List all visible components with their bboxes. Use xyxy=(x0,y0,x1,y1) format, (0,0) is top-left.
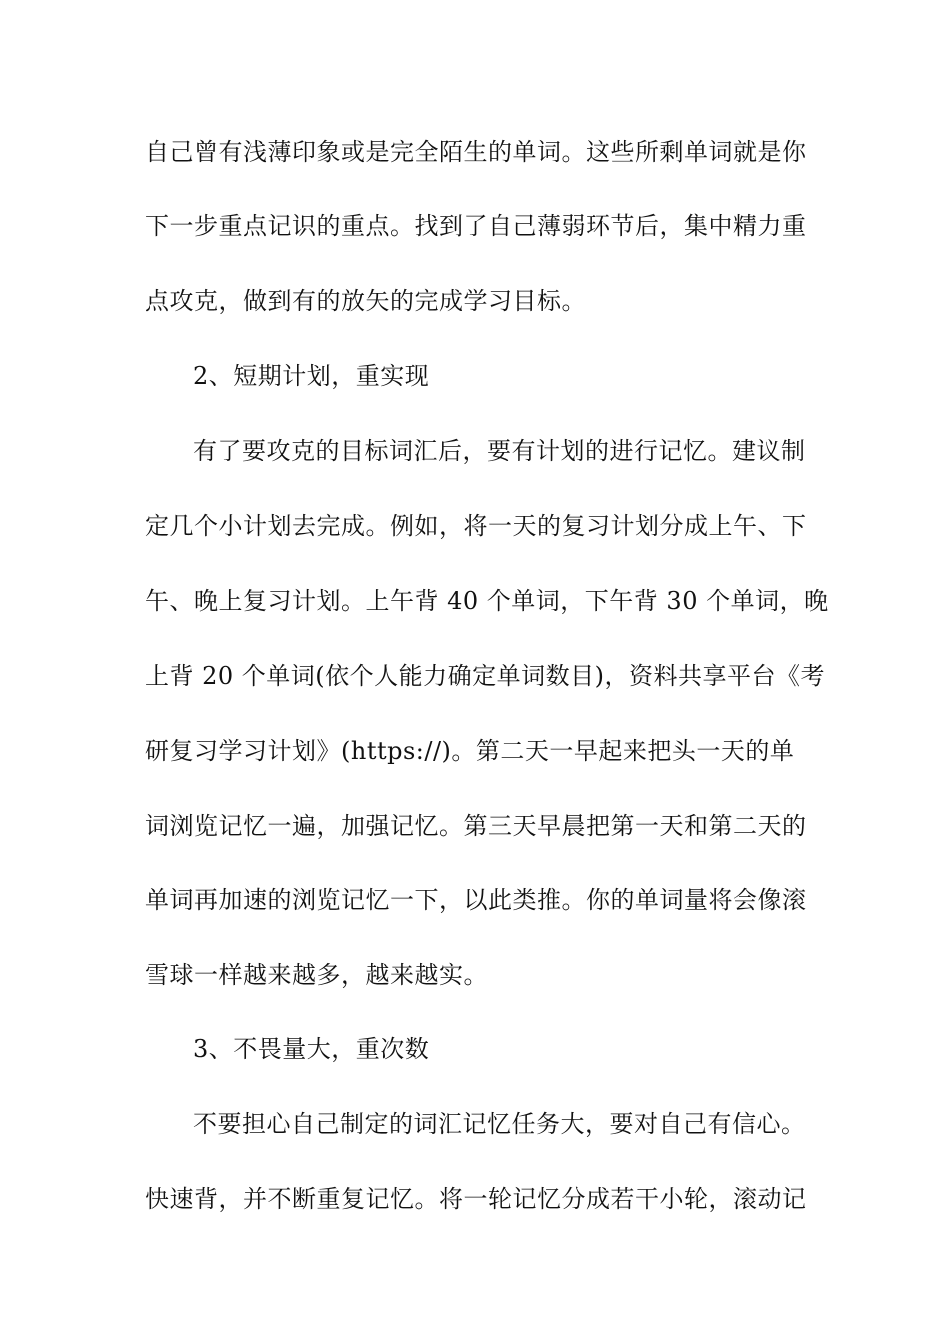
paragraph-line: 自己曾有浅薄印象或是完全陌生的单词。这些所剩单词就是你 xyxy=(145,138,807,166)
section-heading: 3、不畏量大，重次数 xyxy=(193,1035,430,1063)
paragraph-line: 不要担心自己制定的词汇记忆任务大，要对自己有信心。 xyxy=(193,1110,806,1138)
paragraph-line: 上背 20 个单词(依个人能力确定单词数目)，资料共享平台《考 xyxy=(145,662,826,690)
paragraph-line: 研复习学习计划》(https://)。第二天一早起来把头一天的单 xyxy=(145,737,795,765)
paragraph-line: 单词再加速的浏览记忆一下，以此类推。你的单词量将会像滚 xyxy=(145,886,807,914)
section-heading: 2、短期计划，重实现 xyxy=(193,362,430,390)
paragraph-line: 有了要攻克的目标词汇后，要有计划的进行记忆。建议制 xyxy=(193,437,806,465)
paragraph-line: 词浏览记忆一遍，加强记忆。第三天早晨把第一天和第二天的 xyxy=(145,812,807,840)
paragraph-line: 快速背，并不断重复记忆。将一轮记忆分成若干小轮，滚动记 xyxy=(145,1185,807,1213)
paragraph-line: 定几个小计划去完成。例如，将一天的复习计划分成上午、下 xyxy=(145,512,807,540)
paragraph-line: 雪球一样越来越多，越来越实。 xyxy=(145,961,488,989)
paragraph-line: 点攻克，做到有的放矢的完成学习目标。 xyxy=(145,287,586,315)
paragraph-line: 午、晚上复习计划。上午背 40 个单词，下午背 30 个单词，晚 xyxy=(145,587,829,615)
paragraph-line: 下一步重点记识的重点。找到了自己薄弱环节后，集中精力重 xyxy=(145,212,807,240)
